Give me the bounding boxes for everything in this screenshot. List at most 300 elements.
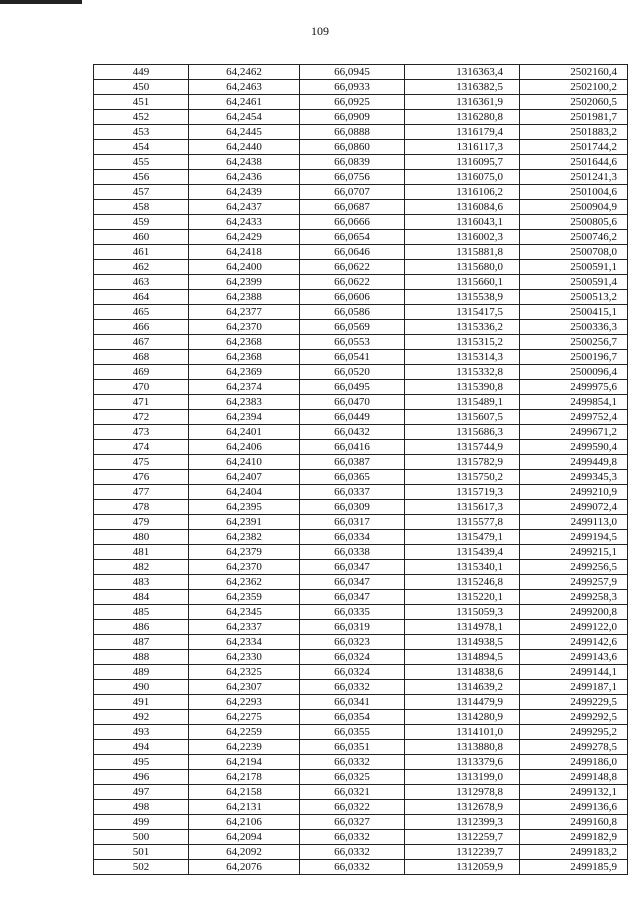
point-number-cell: 489	[94, 665, 189, 680]
table-row	[94, 455, 628, 470]
table-row	[94, 395, 628, 410]
point-number-cell: 492	[94, 710, 189, 725]
longitude-cell: 66,0309	[300, 500, 405, 515]
latitude-cell: 64,2437	[189, 200, 300, 215]
table-row	[94, 590, 628, 605]
point-number-cell: 493	[94, 725, 189, 740]
y-coordinate-cell: 2501744,2	[520, 140, 628, 155]
longitude-cell: 66,0541	[300, 350, 405, 365]
point-number-cell: 491	[94, 695, 189, 710]
latitude-cell: 64,2106	[189, 815, 300, 830]
latitude-cell: 64,2461	[189, 95, 300, 110]
longitude-cell: 66,0945	[300, 65, 405, 80]
y-coordinate-cell: 2499210,9	[520, 485, 628, 500]
point-number-cell: 485	[94, 605, 189, 620]
x-coordinate-cell: 1312678,9	[405, 800, 520, 815]
point-number-cell: 455	[94, 155, 189, 170]
y-coordinate-cell: 2499257,9	[520, 575, 628, 590]
point-number-cell: 480	[94, 530, 189, 545]
longitude-cell: 66,0334	[300, 530, 405, 545]
x-coordinate-cell: 1316382,5	[405, 80, 520, 95]
y-coordinate-cell: 2499256,5	[520, 560, 628, 575]
latitude-cell: 64,2359	[189, 590, 300, 605]
latitude-cell: 64,2178	[189, 770, 300, 785]
x-coordinate-cell: 1315750,2	[405, 470, 520, 485]
x-coordinate-cell: 1315332,8	[405, 365, 520, 380]
point-number-cell: 501	[94, 845, 189, 860]
x-coordinate-cell: 1316361,9	[405, 95, 520, 110]
latitude-cell: 64,2395	[189, 500, 300, 515]
latitude-cell: 64,2076	[189, 860, 300, 875]
x-coordinate-cell: 1316002,3	[405, 230, 520, 245]
point-number-cell: 473	[94, 425, 189, 440]
y-coordinate-cell: 2500708,0	[520, 245, 628, 260]
table-row	[94, 605, 628, 620]
point-number-cell: 460	[94, 230, 189, 245]
y-coordinate-cell: 2499144,1	[520, 665, 628, 680]
x-coordinate-cell: 1313379,6	[405, 755, 520, 770]
x-coordinate-cell: 1314894,5	[405, 650, 520, 665]
x-coordinate-cell: 1312059,9	[405, 860, 520, 875]
longitude-cell: 66,0416	[300, 440, 405, 455]
table-row	[94, 515, 628, 530]
table-row	[94, 275, 628, 290]
x-coordinate-cell: 1314479,9	[405, 695, 520, 710]
x-coordinate-cell: 1315489,1	[405, 395, 520, 410]
latitude-cell: 64,2334	[189, 635, 300, 650]
longitude-cell: 66,0365	[300, 470, 405, 485]
y-coordinate-cell: 2499345,3	[520, 470, 628, 485]
y-coordinate-cell: 2499132,1	[520, 785, 628, 800]
longitude-cell: 66,0321	[300, 785, 405, 800]
y-coordinate-cell: 2500415,1	[520, 305, 628, 320]
latitude-cell: 64,2368	[189, 350, 300, 365]
latitude-cell: 64,2439	[189, 185, 300, 200]
x-coordinate-cell: 1314938,5	[405, 635, 520, 650]
point-number-cell: 475	[94, 455, 189, 470]
latitude-cell: 64,2374	[189, 380, 300, 395]
table-row	[94, 260, 628, 275]
table-row	[94, 620, 628, 635]
point-number-cell: 479	[94, 515, 189, 530]
latitude-cell: 64,2275	[189, 710, 300, 725]
y-coordinate-cell: 2500805,6	[520, 215, 628, 230]
table-row	[94, 725, 628, 740]
point-number-cell: 462	[94, 260, 189, 275]
point-number-cell: 502	[94, 860, 189, 875]
x-coordinate-cell: 1315577,8	[405, 515, 520, 530]
longitude-cell: 66,0347	[300, 560, 405, 575]
table-row	[94, 545, 628, 560]
table-row	[94, 845, 628, 860]
y-coordinate-cell: 2499182,9	[520, 830, 628, 845]
x-coordinate-cell: 1316095,7	[405, 155, 520, 170]
table-row	[94, 785, 628, 800]
latitude-cell: 64,2440	[189, 140, 300, 155]
point-number-cell: 458	[94, 200, 189, 215]
latitude-cell: 64,2436	[189, 170, 300, 185]
latitude-cell: 64,2404	[189, 485, 300, 500]
latitude-cell: 64,2394	[189, 410, 300, 425]
x-coordinate-cell: 1316043,1	[405, 215, 520, 230]
longitude-cell: 66,0317	[300, 515, 405, 530]
point-number-cell: 454	[94, 140, 189, 155]
y-coordinate-cell: 2499752,4	[520, 410, 628, 425]
y-coordinate-cell: 2499215,1	[520, 545, 628, 560]
y-coordinate-cell: 2499142,6	[520, 635, 628, 650]
table-row	[94, 800, 628, 815]
table-row	[94, 830, 628, 845]
y-coordinate-cell: 2501981,7	[520, 110, 628, 125]
x-coordinate-cell: 1314101,0	[405, 725, 520, 740]
longitude-cell: 66,0470	[300, 395, 405, 410]
longitude-cell: 66,0335	[300, 605, 405, 620]
table-row	[94, 320, 628, 335]
table-row	[94, 365, 628, 380]
longitude-cell: 66,0707	[300, 185, 405, 200]
latitude-cell: 64,2429	[189, 230, 300, 245]
coordinates-table-container	[93, 64, 617, 875]
longitude-cell: 66,0495	[300, 380, 405, 395]
latitude-cell: 64,2094	[189, 830, 300, 845]
y-coordinate-cell: 2499590,4	[520, 440, 628, 455]
longitude-cell: 66,0327	[300, 815, 405, 830]
table-row	[94, 680, 628, 695]
y-coordinate-cell: 2499449,8	[520, 455, 628, 470]
x-coordinate-cell: 1315617,3	[405, 500, 520, 515]
x-coordinate-cell: 1315315,2	[405, 335, 520, 350]
table-row	[94, 95, 628, 110]
y-coordinate-cell: 2499200,8	[520, 605, 628, 620]
table-row	[94, 380, 628, 395]
longitude-cell: 66,0355	[300, 725, 405, 740]
y-coordinate-cell: 2501004,6	[520, 185, 628, 200]
y-coordinate-cell: 2500096,4	[520, 365, 628, 380]
point-number-cell: 497	[94, 785, 189, 800]
latitude-cell: 64,2293	[189, 695, 300, 710]
longitude-cell: 66,0332	[300, 680, 405, 695]
table-row	[94, 755, 628, 770]
y-coordinate-cell: 2499185,9	[520, 860, 628, 875]
table-row	[94, 290, 628, 305]
point-number-cell: 456	[94, 170, 189, 185]
x-coordinate-cell: 1312259,7	[405, 830, 520, 845]
table-row	[94, 470, 628, 485]
y-coordinate-cell: 2499113,0	[520, 515, 628, 530]
longitude-cell: 66,0332	[300, 860, 405, 875]
longitude-cell: 66,0325	[300, 770, 405, 785]
scan-edge-mark	[0, 0, 82, 4]
longitude-cell: 66,0351	[300, 740, 405, 755]
longitude-cell: 66,0646	[300, 245, 405, 260]
table-row	[94, 740, 628, 755]
y-coordinate-cell: 2500196,7	[520, 350, 628, 365]
table-row	[94, 770, 628, 785]
latitude-cell: 64,2400	[189, 260, 300, 275]
x-coordinate-cell: 1314978,1	[405, 620, 520, 635]
longitude-cell: 66,0666	[300, 215, 405, 230]
latitude-cell: 64,2337	[189, 620, 300, 635]
longitude-cell: 66,0687	[300, 200, 405, 215]
y-coordinate-cell: 2499143,6	[520, 650, 628, 665]
point-number-cell: 488	[94, 650, 189, 665]
point-number-cell: 470	[94, 380, 189, 395]
x-coordinate-cell: 1313880,8	[405, 740, 520, 755]
coordinates-table	[93, 64, 628, 875]
x-coordinate-cell: 1315479,1	[405, 530, 520, 545]
point-number-cell: 469	[94, 365, 189, 380]
x-coordinate-cell: 1315340,1	[405, 560, 520, 575]
x-coordinate-cell: 1316075,0	[405, 170, 520, 185]
y-coordinate-cell: 2499229,5	[520, 695, 628, 710]
point-number-cell: 467	[94, 335, 189, 350]
point-number-cell: 495	[94, 755, 189, 770]
latitude-cell: 64,2382	[189, 530, 300, 545]
longitude-cell: 66,0324	[300, 665, 405, 680]
latitude-cell: 64,2370	[189, 320, 300, 335]
table-row	[94, 815, 628, 830]
table-row	[94, 665, 628, 680]
x-coordinate-cell: 1315439,4	[405, 545, 520, 560]
y-coordinate-cell: 2500746,2	[520, 230, 628, 245]
x-coordinate-cell: 1315719,3	[405, 485, 520, 500]
x-coordinate-cell: 1315314,3	[405, 350, 520, 365]
longitude-cell: 66,0553	[300, 335, 405, 350]
table-row	[94, 410, 628, 425]
longitude-cell: 66,0341	[300, 695, 405, 710]
longitude-cell: 66,0860	[300, 140, 405, 155]
point-number-cell: 486	[94, 620, 189, 635]
table-row	[94, 530, 628, 545]
x-coordinate-cell: 1312399,3	[405, 815, 520, 830]
y-coordinate-cell: 2500513,2	[520, 290, 628, 305]
latitude-cell: 64,2345	[189, 605, 300, 620]
x-coordinate-cell: 1314838,6	[405, 665, 520, 680]
point-number-cell: 490	[94, 680, 189, 695]
latitude-cell: 64,2131	[189, 800, 300, 815]
x-coordinate-cell: 1316106,2	[405, 185, 520, 200]
latitude-cell: 64,2370	[189, 560, 300, 575]
x-coordinate-cell: 1314280,9	[405, 710, 520, 725]
point-number-cell: 477	[94, 485, 189, 500]
table-row	[94, 245, 628, 260]
longitude-cell: 66,0323	[300, 635, 405, 650]
y-coordinate-cell: 2499975,6	[520, 380, 628, 395]
point-number-cell: 450	[94, 80, 189, 95]
point-number-cell: 457	[94, 185, 189, 200]
latitude-cell: 64,2418	[189, 245, 300, 260]
point-number-cell: 463	[94, 275, 189, 290]
point-number-cell: 468	[94, 350, 189, 365]
longitude-cell: 66,0449	[300, 410, 405, 425]
y-coordinate-cell: 2499122,0	[520, 620, 628, 635]
latitude-cell: 64,2369	[189, 365, 300, 380]
x-coordinate-cell: 1315744,9	[405, 440, 520, 455]
point-number-cell: 483	[94, 575, 189, 590]
x-coordinate-cell: 1313199,0	[405, 770, 520, 785]
longitude-cell: 66,0324	[300, 650, 405, 665]
latitude-cell: 64,2362	[189, 575, 300, 590]
latitude-cell: 64,2399	[189, 275, 300, 290]
table-row	[94, 155, 628, 170]
y-coordinate-cell: 2499295,2	[520, 725, 628, 740]
latitude-cell: 64,2445	[189, 125, 300, 140]
table-row	[94, 695, 628, 710]
table-row	[94, 560, 628, 575]
x-coordinate-cell: 1314639,2	[405, 680, 520, 695]
y-coordinate-cell: 2499136,6	[520, 800, 628, 815]
latitude-cell: 64,2433	[189, 215, 300, 230]
longitude-cell: 66,0347	[300, 590, 405, 605]
y-coordinate-cell: 2499160,8	[520, 815, 628, 830]
y-coordinate-cell: 2500336,3	[520, 320, 628, 335]
latitude-cell: 64,2239	[189, 740, 300, 755]
longitude-cell: 66,0909	[300, 110, 405, 125]
y-coordinate-cell: 2501241,3	[520, 170, 628, 185]
latitude-cell: 64,2259	[189, 725, 300, 740]
x-coordinate-cell: 1316117,3	[405, 140, 520, 155]
latitude-cell: 64,2383	[189, 395, 300, 410]
table-row	[94, 305, 628, 320]
table-row	[94, 500, 628, 515]
y-coordinate-cell: 2499854,1	[520, 395, 628, 410]
point-number-cell: 471	[94, 395, 189, 410]
latitude-cell: 64,2391	[189, 515, 300, 530]
point-number-cell: 464	[94, 290, 189, 305]
table-row	[94, 215, 628, 230]
latitude-cell: 64,2406	[189, 440, 300, 455]
x-coordinate-cell: 1316363,4	[405, 65, 520, 80]
x-coordinate-cell: 1315881,8	[405, 245, 520, 260]
point-number-cell: 465	[94, 305, 189, 320]
x-coordinate-cell: 1315538,9	[405, 290, 520, 305]
y-coordinate-cell: 2500904,9	[520, 200, 628, 215]
table-row	[94, 440, 628, 455]
x-coordinate-cell: 1315336,2	[405, 320, 520, 335]
latitude-cell: 64,2407	[189, 470, 300, 485]
table-row	[94, 860, 628, 875]
page-number: 109	[311, 24, 329, 38]
x-coordinate-cell: 1312978,8	[405, 785, 520, 800]
x-coordinate-cell: 1315660,1	[405, 275, 520, 290]
x-coordinate-cell: 1316084,6	[405, 200, 520, 215]
x-coordinate-cell: 1315680,0	[405, 260, 520, 275]
y-coordinate-cell: 2499148,8	[520, 770, 628, 785]
latitude-cell: 64,2463	[189, 80, 300, 95]
x-coordinate-cell: 1315220,1	[405, 590, 520, 605]
latitude-cell: 64,2379	[189, 545, 300, 560]
y-coordinate-cell: 2502100,2	[520, 80, 628, 95]
point-number-cell: 499	[94, 815, 189, 830]
table-row	[94, 140, 628, 155]
latitude-cell: 64,2410	[189, 455, 300, 470]
table-row	[94, 65, 628, 80]
latitude-cell: 64,2368	[189, 335, 300, 350]
point-number-cell: 451	[94, 95, 189, 110]
x-coordinate-cell: 1315782,9	[405, 455, 520, 470]
longitude-cell: 66,0586	[300, 305, 405, 320]
table-row	[94, 110, 628, 125]
table-row	[94, 485, 628, 500]
longitude-cell: 66,0432	[300, 425, 405, 440]
table-row	[94, 200, 628, 215]
longitude-cell: 66,0319	[300, 620, 405, 635]
longitude-cell: 66,0322	[300, 800, 405, 815]
y-coordinate-cell: 2501644,6	[520, 155, 628, 170]
point-number-cell: 496	[94, 770, 189, 785]
latitude-cell: 64,2194	[189, 755, 300, 770]
x-coordinate-cell: 1315607,5	[405, 410, 520, 425]
x-coordinate-cell: 1316179,4	[405, 125, 520, 140]
point-number-cell: 452	[94, 110, 189, 125]
longitude-cell: 66,0606	[300, 290, 405, 305]
longitude-cell: 66,0888	[300, 125, 405, 140]
point-number-cell: 494	[94, 740, 189, 755]
latitude-cell: 64,2438	[189, 155, 300, 170]
latitude-cell: 64,2454	[189, 110, 300, 125]
longitude-cell: 66,0622	[300, 260, 405, 275]
point-number-cell: 474	[94, 440, 189, 455]
y-coordinate-cell: 2500256,7	[520, 335, 628, 350]
table-row	[94, 635, 628, 650]
table-row	[94, 350, 628, 365]
point-number-cell: 459	[94, 215, 189, 230]
longitude-cell: 66,0925	[300, 95, 405, 110]
y-coordinate-cell: 2499671,2	[520, 425, 628, 440]
longitude-cell: 66,0338	[300, 545, 405, 560]
longitude-cell: 66,0332	[300, 755, 405, 770]
latitude-cell: 64,2377	[189, 305, 300, 320]
point-number-cell: 498	[94, 800, 189, 815]
point-number-cell: 482	[94, 560, 189, 575]
longitude-cell: 66,0933	[300, 80, 405, 95]
point-number-cell: 449	[94, 65, 189, 80]
point-number-cell: 461	[94, 245, 189, 260]
point-number-cell: 484	[94, 590, 189, 605]
longitude-cell: 66,0354	[300, 710, 405, 725]
latitude-cell: 64,2158	[189, 785, 300, 800]
table-row	[94, 575, 628, 590]
y-coordinate-cell: 2502060,5	[520, 95, 628, 110]
y-coordinate-cell: 2499194,5	[520, 530, 628, 545]
y-coordinate-cell: 2499187,1	[520, 680, 628, 695]
table-row	[94, 710, 628, 725]
x-coordinate-cell: 1315246,8	[405, 575, 520, 590]
longitude-cell: 66,0332	[300, 845, 405, 860]
latitude-cell: 64,2462	[189, 65, 300, 80]
table-row	[94, 125, 628, 140]
y-coordinate-cell: 2499292,5	[520, 710, 628, 725]
table-body	[94, 65, 628, 875]
table-row	[94, 425, 628, 440]
longitude-cell: 66,0839	[300, 155, 405, 170]
y-coordinate-cell: 2500591,4	[520, 275, 628, 290]
longitude-cell: 66,0347	[300, 575, 405, 590]
y-coordinate-cell: 2500591,1	[520, 260, 628, 275]
longitude-cell: 66,0337	[300, 485, 405, 500]
longitude-cell: 66,0520	[300, 365, 405, 380]
x-coordinate-cell: 1312239,7	[405, 845, 520, 860]
latitude-cell: 64,2401	[189, 425, 300, 440]
table-row	[94, 170, 628, 185]
longitude-cell: 66,0569	[300, 320, 405, 335]
y-coordinate-cell: 2501883,2	[520, 125, 628, 140]
y-coordinate-cell: 2499183,2	[520, 845, 628, 860]
longitude-cell: 66,0622	[300, 275, 405, 290]
latitude-cell: 64,2307	[189, 680, 300, 695]
table-row	[94, 335, 628, 350]
latitude-cell: 64,2092	[189, 845, 300, 860]
